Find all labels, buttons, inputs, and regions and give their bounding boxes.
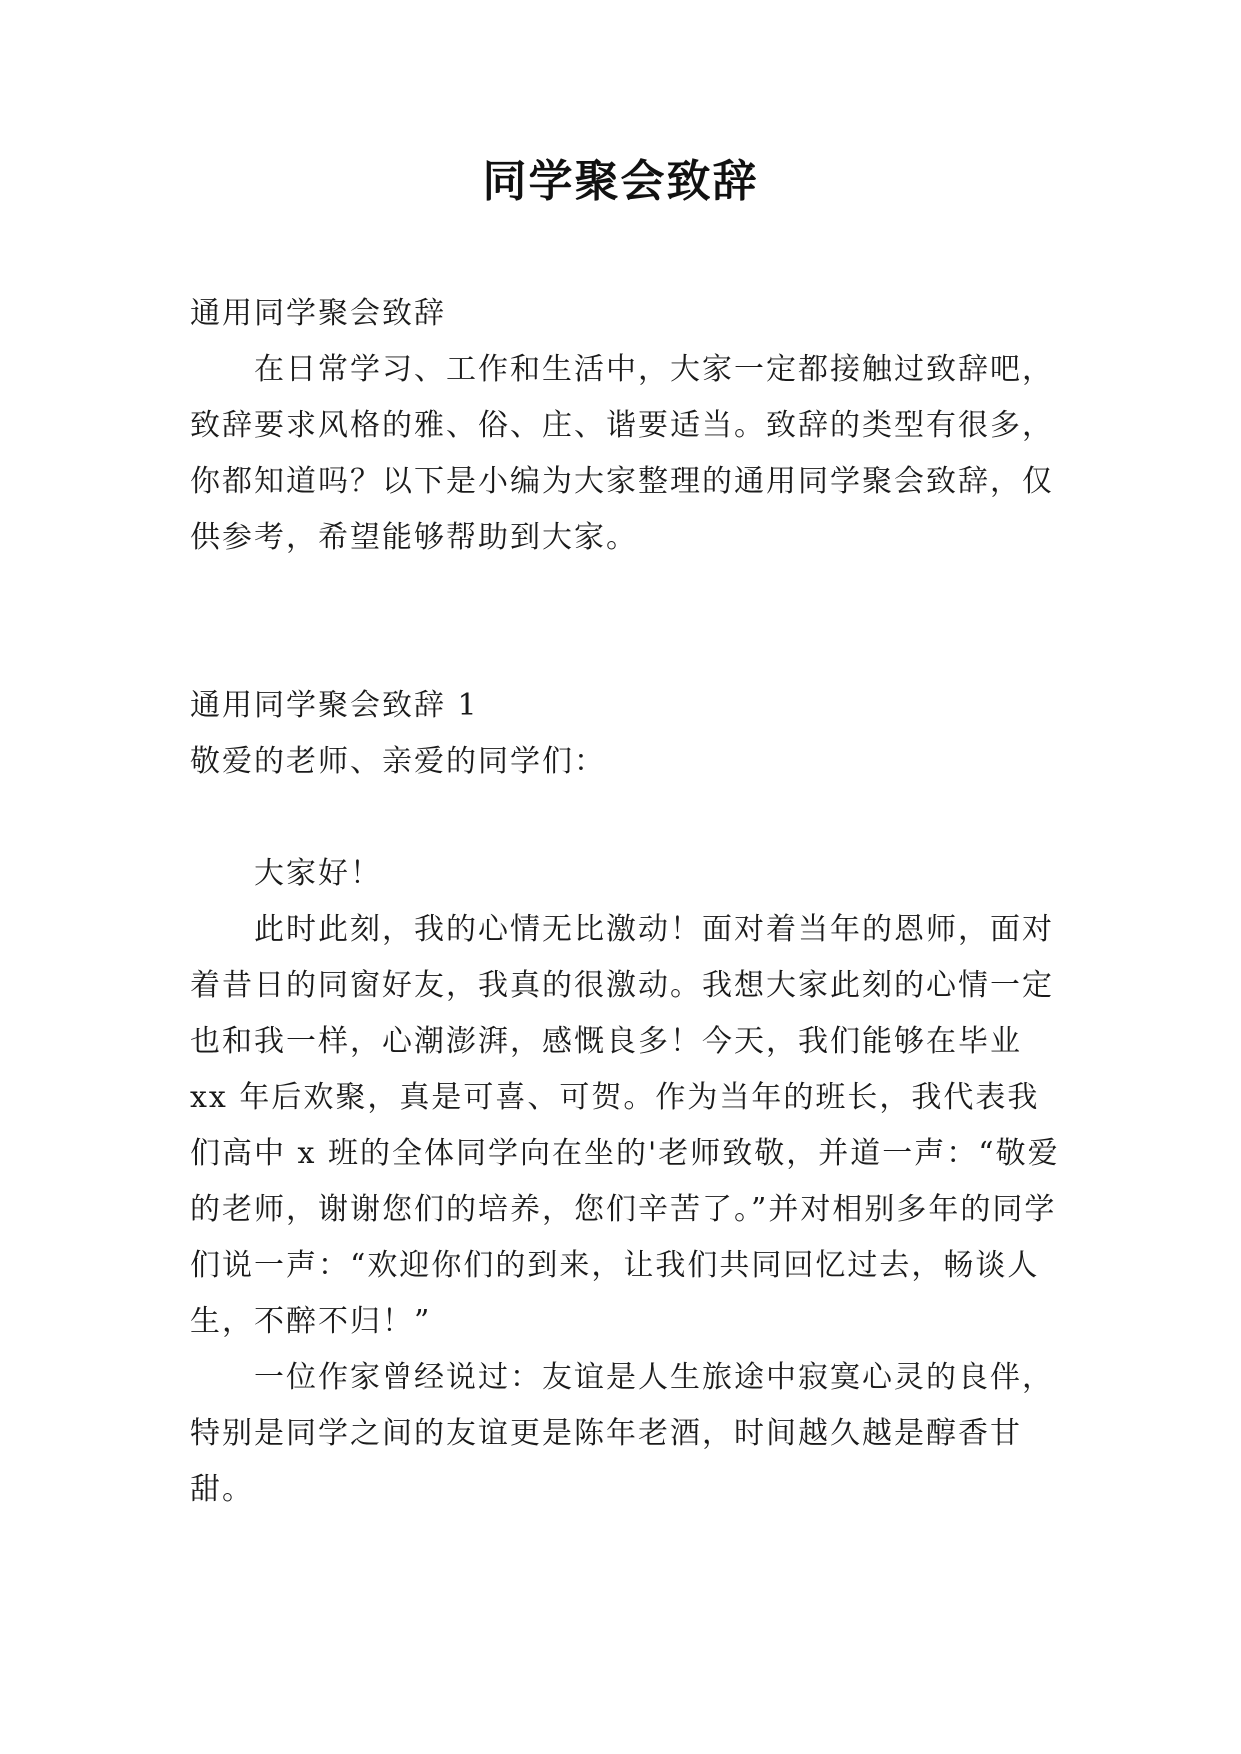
paragraph-spacer [190,790,1060,846]
salutation: 敬爱的老师、亲爱的同学们： [190,744,606,779]
document-body [190,286,1060,1518]
section-heading: 通用同学聚会致辞 1 [190,688,479,723]
greeting: 大家好！ [254,856,382,891]
section-spacer [190,566,1060,678]
document-title: 同学聚会致辞 [482,156,759,207]
body-paragraph-1: 此时此刻，我的心情无比激动！面对着当年的恩师，面对着昔日的同窗好友，我真的很激动。我想大家此刻的心情一定也和我一样，心潮澎湃，感慨良多！今天，我们能够在毕业 xx 年后欢聚，真是可喜、可贺。作为当年的班长，我代表我们高中 x 班的全体同学向在坐的'老师致敬，并道一声：“敬爱的老师，谢谢您们的培养，您们辛苦了。”并对相别多年的同学们说一声：“欢迎你们的到来，让我们共同回忆过去，畅谈人生，不醉不归！” [190,912,1060,1339]
intro-paragraph: 在日常学习、工作和生活中，大家一定都接触过致辞吧，致辞要求风格的雅、俗、庄、谐要适当。致辞的类型有很多，你都知道吗？以下是小编为大家整理的通用同学聚会致辞，仅供参考，希望能够帮助到大家。 [190,352,1054,555]
body-paragraph-2: 一位作家曾经说过：友谊是人生旅途中寂寞心灵的良伴，特别是同学之间的友谊更是陈年老酒，时间越久越是醇香甘甜。 [190,1360,1054,1507]
document-subtitle: 通用同学聚会致辞 [190,296,446,331]
